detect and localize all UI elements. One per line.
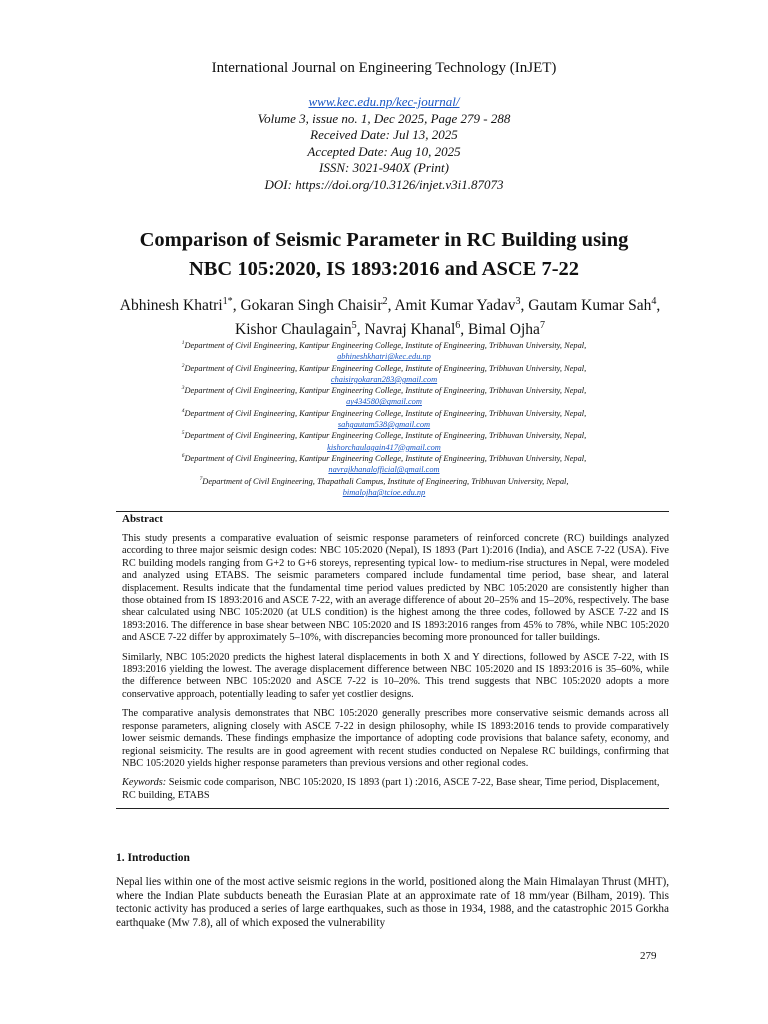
journal-url-link[interactable]: www.kec.edu.np/kec-journal/ xyxy=(308,94,460,109)
author: Abhinesh Khatri$^{1*}$, xyxy=(119,295,241,314)
abstract-box xyxy=(116,511,669,809)
author: Gautam Kumar Sah$^4$, xyxy=(528,295,661,314)
page-number: 279 xyxy=(640,950,657,962)
keywords-label: Keywords: xyxy=(122,777,167,789)
journal-name: International Journal on Engineering Technology (InJET) xyxy=(211,60,557,76)
author-email-link[interactable]: sahgautam538@gmail.com xyxy=(337,420,431,430)
author-email-link[interactable]: navrajkhanalofficial@gmail.com xyxy=(328,465,440,475)
affiliation: $^5$Department of Civil Engineering, Kantipur Engineering College, Institute of Engineering, Tribhuvan University, Nepal, kishorchaulagain417@gmail.com xyxy=(181,430,587,452)
title-line: NBC 105:2020, IS 1893:2016 and ASCE 7-22 xyxy=(188,258,580,280)
author-email-link[interactable]: kishorchaulagain417@gmail.com xyxy=(327,442,441,452)
author-email-link[interactable]: bimalojha@tcioe.edu.np xyxy=(342,487,426,497)
accepted-date: Accepted Date: Aug 10, 2025 xyxy=(307,143,461,159)
paper-title xyxy=(60,226,708,284)
volume-info: Volume 3, issue no. 1, Dec 2025, Page 279 - 288 xyxy=(257,110,511,126)
affiliation: $^6$Department of Civil Engineering, Kantipur Engineering College, Institute of Engineering, Tribhuvan University, Nepal, navrajkhanalofficial@gmail.com xyxy=(181,453,587,475)
author: Amit Kumar Yadav$^3$, xyxy=(394,295,529,314)
author: Navraj Khanal$^6$, xyxy=(364,319,469,338)
body-paragraph: Nepal lies within one of the most active seismic regions in the world, positioned along the Main Himalayan Thrust (MHT), where the Indian Plate subducts beneath the Eurasian Plate at an approximate rate of 18 mm/year (Bilham, 2019). This tectonic activity has produced a series of large earthquakes, such as those in 1934, 1988, and the catastrophic 2015 Gorkha earthquake (Mw 7.8), all of which exposed the vulnerability xyxy=(116,876,669,929)
affiliation: $^3$Department of Civil Engineering, Kantipur Engineering College, Institute of Engineering, Tribhuvan University, Nepal, ay434580@gmail.com xyxy=(181,385,587,407)
affiliations xyxy=(100,340,668,498)
author: Bimal Ojha$^7$ xyxy=(468,319,545,338)
author-email-link[interactable]: chaisirgokaran283@gmail.com xyxy=(330,374,438,384)
abstract-paragraph: This study presents a comparative evaluation of seismic response parameters of reinforced concrete (RC) buildings analyzed according to three major seismic design codes: NBC 105:2020 (Nepal), IS 1893 (Part 1):2016 (India), and ASCE 7-22 (USA). Five RC building models ranging from G+2 to G+6 storeys, representing typical low- to medium-rise structures in Nepal, were modeled and analyzed using ETABS. The seismic parameters compared include fundamental time period, base shear, and lateral displacement. Results indicate that the fundamental time period values predicted by NBC 105:2020 are consistently higher than those obtained from IS 1893:2016 and ASCE 7-22, with an average difference of about 20–25% and 15–20%, respectively. The base shear calculated using NBC 105:2020 (at ULS condition) is the highest among the three codes, followed by ASCE 7-22 and IS 1893:2016. The difference in base shear between NBC 105:2020 and IS 1893:2016 ranges from 45% to 78%, while NBC 105:2020 and ASCE 7-22 differ by approximately 5–10%, with discrepancies becoming more pronounced for taller buildings. xyxy=(122,533,669,644)
keywords-text: Seismic code comparison, NBC 105:2020, IS 1893 (part 1) :2016, ASCE 7-22, Base shear, Time period, Displacement, RC building, ETABS xyxy=(122,777,660,801)
affiliation: $^4$Department of Civil Engineering, Kantipur Engineering College, Institute of Engineering, Tribhuvan University, Nepal, sahgautam538@gmail.com xyxy=(181,407,587,430)
issn: ISSN: 3021-940X (Print) xyxy=(319,160,449,175)
abstract-paragraph: The comparative analysis demonstrates that NBC 105:2020 generally prescribes more conservative seismic demands across all response parameters, aligning closely with ASCE 7-22 in design philosophy, while IS 1893:2016 tends to provide comparatively lower seismic demands. These findings emphasize the importance of adopting code provisions that balance safety, economy, and regional seismicity. The results are in good agreement with recent studies conducted on Nepalese RC buildings, confirming that NBC 105:2020 yields higher response parameters than previous versions and other regional codes. xyxy=(122,708,669,769)
title-line: Comparison of Seismic Parameter in RC Building using xyxy=(139,229,629,251)
author: Gokaran Singh Chaisir$^2$, xyxy=(240,295,395,314)
doi: DOI: https://doi.org/10.3126/injet.v3i1.87073 xyxy=(264,176,504,192)
author-email-link[interactable]: ay434580@gmail.com xyxy=(346,397,422,407)
author-list xyxy=(100,294,680,342)
abstract-paragraph: Similarly, NBC 105:2020 predicts the highest lateral displacements in both X and Y directions, followed by ASCE 7-22, with IS 1893:2016 yielding the lowest. The average displacement difference between NBC 105:2020 and IS 1893:2016 is 35–60%, while the difference between NBC 105:2020 and ASCE 7-22 is 10–20%. This trend suggests that NBC 105:2020 adopts a more conservative approach, potentially leading to safer yet costlier designs. xyxy=(122,651,669,700)
received-date: Received Date: Jul 13, 2025 xyxy=(310,127,458,142)
author-email-link[interactable]: abhineshkhatri@kec.edu.np xyxy=(337,352,431,362)
publication-meta xyxy=(0,94,768,193)
affiliation: $^2$Department of Civil Engineering, Kantipur Engineering College, Institute of Engineering, Tribhuvan University, Nepal, chaisirgokaran283@gmail.com xyxy=(181,362,587,384)
affiliation: $^1$Department of Civil Engineering, Kantipur Engineering College, Institute of Engineering, Tribhuvan University, Nepal, abhineshkhatri@kec.edu.np xyxy=(181,340,587,362)
affiliation: $^7$Department of Civil Engineering, Thapathali Campus, Institute of Engineering, Tribhuvan University, Nepal, bimalojha@tcioe.edu.np xyxy=(199,475,569,497)
keywords xyxy=(122,777,669,802)
author: Kishor Chaulagain$^5$, xyxy=(235,319,365,338)
section-heading: 1. Introduction xyxy=(116,852,190,864)
abstract-heading: Abstract xyxy=(122,513,163,525)
